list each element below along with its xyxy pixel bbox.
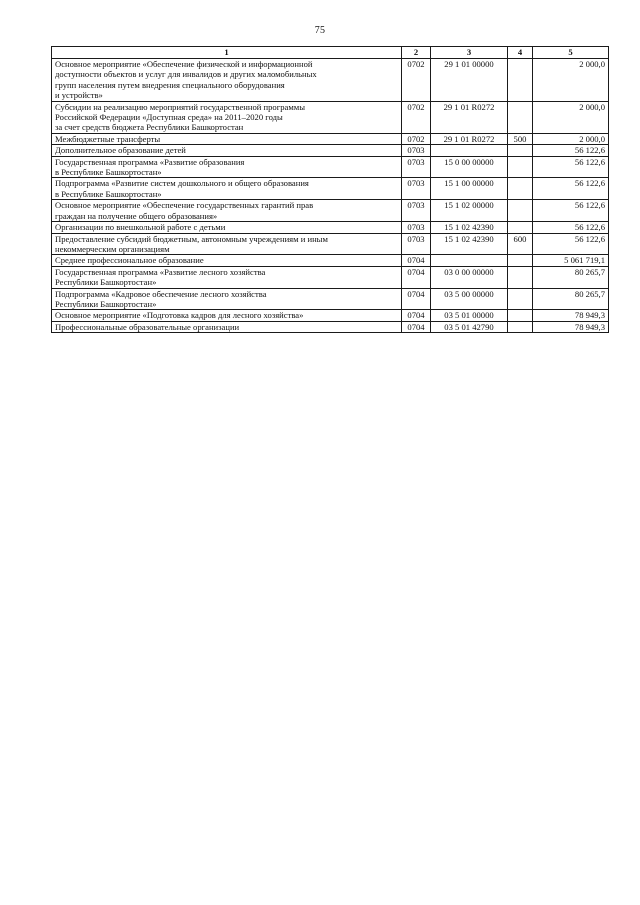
row-expense-type-cell: 500	[508, 133, 533, 144]
row-expense-type-cell	[508, 178, 533, 200]
row-name-cell: Основное мероприятие «Подготовка кадров для лесного хозяйства»	[52, 310, 402, 321]
row-amount-cell: 80 265,7	[533, 266, 609, 288]
row-expense-type-cell	[508, 288, 533, 310]
row-target-cell	[431, 145, 508, 156]
row-target-cell: 15 1 00 00000	[431, 178, 508, 200]
row-target-cell: 03 5 01 00000	[431, 310, 508, 321]
page-number: 75	[314, 25, 326, 36]
row-expense-type-cell	[508, 321, 533, 332]
row-expense-type-cell	[508, 145, 533, 156]
row-target-cell: 03 0 00 00000	[431, 266, 508, 288]
row-expense-type-cell	[508, 222, 533, 233]
row-amount-cell: 56 122,6	[533, 145, 609, 156]
row-section-cell: 0702	[402, 101, 431, 133]
table-row	[52, 266, 609, 288]
row-section-cell: 0704	[402, 288, 431, 310]
row-section-cell: 0703	[402, 233, 431, 255]
row-name-cell: Государственная программа «Развитие лесного хозяйства Республики Башкортостан»	[52, 266, 402, 288]
row-section-cell: 0702	[402, 59, 431, 102]
row-name-cell: Подпрограмма «Кадровое обеспечение лесного хозяйства Республики Башкортостан»	[52, 288, 402, 310]
row-name-cell: Субсидии на реализацию мероприятий государственной программы Российской Федерации «Доступная среда» на 2011–2020 годы за счет средств бюджета Республики Башкортостан	[52, 101, 402, 133]
table-row	[52, 233, 609, 255]
row-expense-type-cell	[508, 200, 533, 222]
row-amount-cell: 5 061 719,1	[533, 255, 609, 266]
table-row	[52, 59, 609, 102]
row-target-cell: 15 1 02 00000	[431, 200, 508, 222]
row-section-cell: 0703	[402, 145, 431, 156]
row-name-cell: Государственная программа «Развитие образования в Республике Башкортостан»	[52, 156, 402, 178]
table-row	[52, 200, 609, 222]
table-row	[52, 101, 609, 133]
row-target-cell: 29 1 01 00000	[431, 59, 508, 102]
row-amount-cell: 2 000,0	[533, 59, 609, 102]
row-target-cell: 03 5 00 00000	[431, 288, 508, 310]
row-name-cell: Среднее профессиональное образование	[52, 255, 402, 266]
row-section-cell: 0702	[402, 133, 431, 144]
row-name-cell: Подпрограмма «Развитие систем дошкольного и общего образования в Республике Башкортостан»	[52, 178, 402, 200]
table-header-row	[52, 47, 609, 59]
row-amount-cell: 78 949,3	[533, 310, 609, 321]
row-section-cell: 0704	[402, 310, 431, 321]
row-name-cell: Дополнительное образование детей	[52, 145, 402, 156]
budget-table	[51, 46, 609, 333]
column-header-section: 2	[402, 47, 431, 59]
column-header-amount: 5	[533, 47, 609, 59]
row-expense-type-cell	[508, 101, 533, 133]
row-expense-type-cell: 600	[508, 233, 533, 255]
row-name-cell: Основное мероприятие «Обеспечение физической и информационной доступности объектов и услуг для инвалидов и других маломобильных групп населения путем внедрения специального оборудования и устройств»	[52, 59, 402, 102]
table-row	[52, 310, 609, 321]
table-row	[52, 156, 609, 178]
row-amount-cell: 80 265,7	[533, 288, 609, 310]
row-expense-type-cell	[508, 59, 533, 102]
table-row	[52, 178, 609, 200]
table-row	[52, 255, 609, 266]
row-amount-cell: 2 000,0	[533, 101, 609, 133]
table-row	[52, 222, 609, 233]
row-section-cell: 0703	[402, 222, 431, 233]
row-name-cell: Основное мероприятие «Обеспечение государственных гарантий прав граждан на получение общего образования»	[52, 200, 402, 222]
row-name-cell: Организации по внешкольной работе с детьми	[52, 222, 402, 233]
row-expense-type-cell	[508, 156, 533, 178]
row-amount-cell: 56 122,6	[533, 178, 609, 200]
row-section-cell: 0704	[402, 255, 431, 266]
column-header-name: 1	[52, 47, 402, 59]
row-target-cell: 15 0 00 00000	[431, 156, 508, 178]
row-target-cell	[431, 255, 508, 266]
row-target-cell: 29 1 01 R0272	[431, 133, 508, 144]
row-amount-cell: 56 122,6	[533, 222, 609, 233]
row-section-cell: 0703	[402, 178, 431, 200]
row-section-cell: 0704	[402, 266, 431, 288]
row-amount-cell: 56 122,6	[533, 200, 609, 222]
row-target-cell: 03 5 01 42790	[431, 321, 508, 332]
table-row	[52, 288, 609, 310]
row-target-cell: 29 1 01 R0272	[431, 101, 508, 133]
row-target-cell: 15 1 02 42390	[431, 233, 508, 255]
row-target-cell: 15 1 02 42390	[431, 222, 508, 233]
row-section-cell: 0703	[402, 200, 431, 222]
table-body	[52, 59, 609, 333]
row-section-cell: 0703	[402, 156, 431, 178]
row-name-cell: Межбюджетные трансферты	[52, 133, 402, 144]
column-header-expense-type: 4	[508, 47, 533, 59]
column-header-target: 3	[431, 47, 508, 59]
table-row	[52, 133, 609, 144]
table-row	[52, 145, 609, 156]
row-amount-cell: 56 122,6	[533, 156, 609, 178]
table-row	[52, 321, 609, 332]
row-amount-cell: 2 000,0	[533, 133, 609, 144]
row-name-cell: Профессиональные образовательные организации	[52, 321, 402, 332]
row-expense-type-cell	[508, 266, 533, 288]
row-expense-type-cell	[508, 255, 533, 266]
row-amount-cell: 78 949,3	[533, 321, 609, 332]
row-name-cell: Предоставление субсидий бюджетным, автономным учреждениям и иным некоммерческим организациям	[52, 233, 402, 255]
row-amount-cell: 56 122,6	[533, 233, 609, 255]
row-expense-type-cell	[508, 310, 533, 321]
row-section-cell: 0704	[402, 321, 431, 332]
